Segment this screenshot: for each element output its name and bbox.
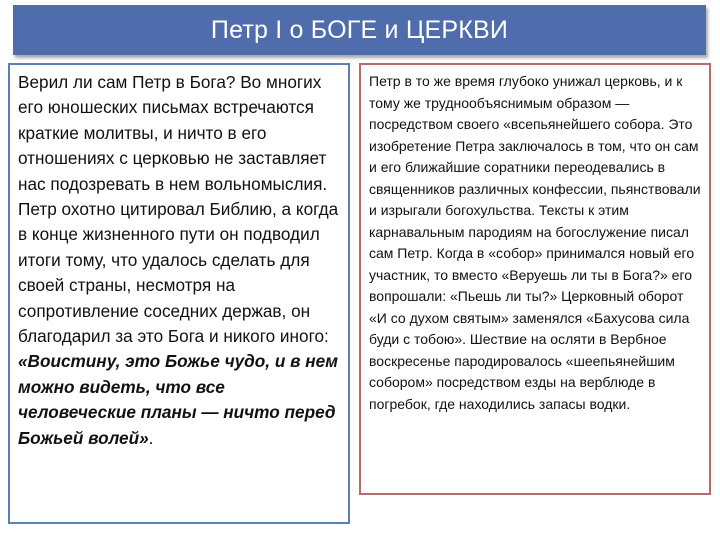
left-quote-text: «Воистину, это Божье чудо, и в нем можно видеть, что все человеческие планы — ничто перед Божьей волей» [18, 351, 338, 448]
left-text-panel [8, 63, 350, 524]
right-paragraph: Петр в то же время глубоко унижал церковь, и к тому же труднообъяснимым образом — посредством своего «всепьянейшего собора. Это изобретение Петра заключалось в том, что он сам и его ближайшие соратники переодевались в священников различных конфессии, пьянствовали и изрыгали богохульства. Тексты к этим карнавальным пародиям на богослужение писал сам Петр. Когда в «собор» принимался новый его участник, то вместо «Веруешь ли ты в Бога?» его вопрошали: «Пьешь ли ты?» Церковный оборот «И со духом святым» заменялся «Бахусова сила буди с тобою». Шествие на осляти в Вербное воскресенье пародировалось «шеепьянейшим собором» посредством езды на верблюде в погребок, где находились запасы водки. [369, 73, 701, 412]
right-text-panel [359, 63, 711, 495]
left-paragraph [18, 70, 343, 451]
slide-title: Петр I о БОГЕ и ЦЕРКВИ [210, 15, 509, 44]
title-bar [13, 5, 706, 55]
left-quote-end: . [148, 427, 154, 448]
left-body-text: Верил ли сам Петр в Бога? Во многих его юношеских письмах встречаются краткие молитвы, и ничто в его отношениях с церковью не заставляет нас подозревать в нем вольномыслия. Петр охотно цитировал Библию, а когда в конце жизненного пути он подводил итоги тому, что удалось сделать для своей страны, несмотря на сопротивление соседних держав, он благодарил за это Бога и никого иного: [18, 72, 339, 347]
